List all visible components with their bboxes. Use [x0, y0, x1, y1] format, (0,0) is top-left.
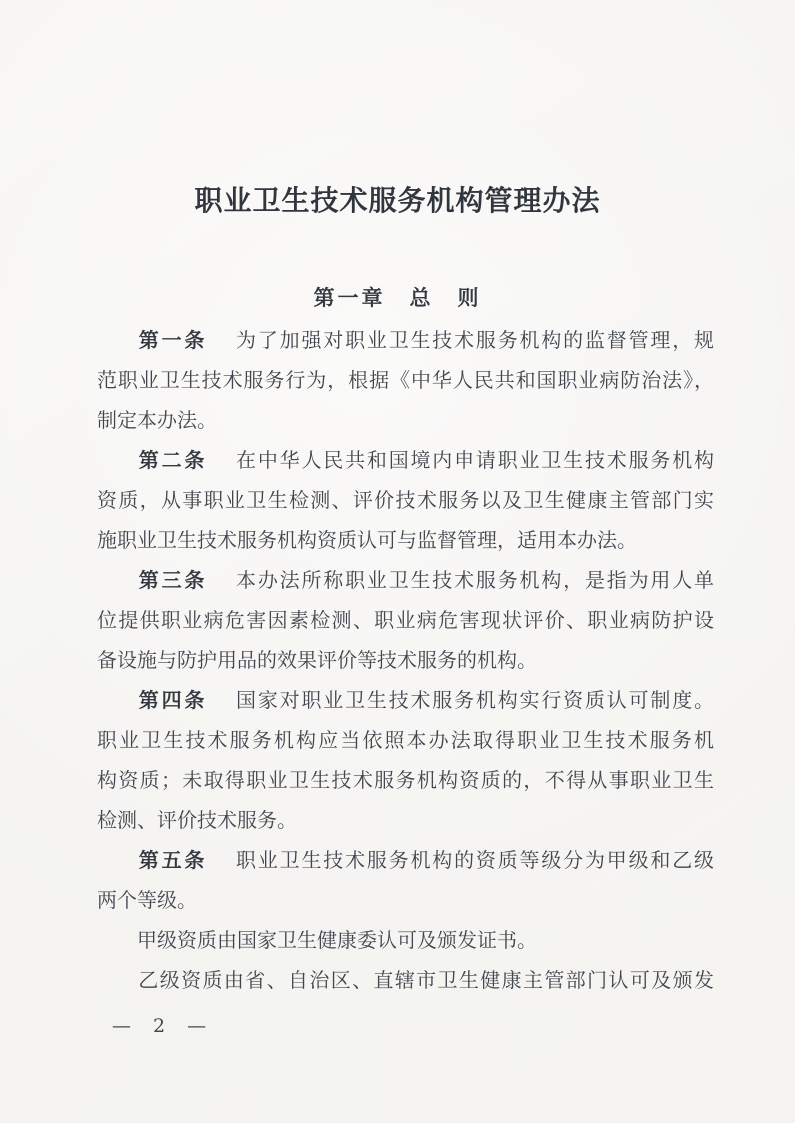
line-text: 本办法所称职业卫生技术服务机构，是指为用人单	[234, 568, 714, 592]
paragraph-indent	[97, 346, 137, 347]
paragraph-indent	[97, 466, 137, 467]
text-line	[97, 960, 714, 1000]
paragraph-indent	[97, 866, 137, 867]
label-gap	[207, 706, 234, 707]
line-text: 为了加强对职业卫生技术服务机构的监督管理，规	[234, 328, 714, 352]
document-title: 职业卫生技术服务机构管理办法	[194, 184, 601, 217]
line-text: 在中华人民共和国境内申请职业卫生技术服务机构	[234, 448, 714, 472]
line-text: 乙级资质由省、自治区、直辖市卫生健康主管部门认可及颁发	[137, 968, 714, 992]
article-label: 第一条	[137, 328, 208, 352]
text-line	[97, 680, 714, 720]
text-line: 职业卫生技术服务机构应当依照本办法取得职业卫生技术服务机	[97, 728, 714, 752]
label-gap	[207, 866, 234, 867]
article-label: 第五条	[137, 848, 208, 872]
article-label: 第三条	[137, 568, 208, 592]
label-gap	[207, 466, 234, 467]
text-line: 检测、评价技术服务。	[97, 808, 297, 832]
text-line: 两个等级。	[97, 888, 197, 912]
text-line	[97, 920, 714, 960]
paragraph-indent	[97, 586, 137, 587]
text-line	[97, 840, 714, 880]
text-line: 资质，从事职业卫生检测、评价技术服务以及卫生健康主管部门实	[97, 488, 714, 512]
line-text: 国家对职业卫生技术服务机构实行资质认可制度。	[234, 688, 714, 712]
text-line: 范职业卫生技术服务行为，根据《中华人民共和国职业病防治法》，	[97, 368, 714, 392]
text-line	[97, 560, 714, 600]
text-line: 构资质；未取得职业卫生技术服务机构资质的，不得从事职业卫生	[97, 768, 714, 792]
text-line	[97, 320, 714, 360]
text-line: 施职业卫生技术服务机构资质认可与监督管理，适用本办法。	[97, 528, 637, 552]
text-line: 制定本办法。	[97, 408, 217, 432]
paragraph-indent	[97, 706, 137, 707]
document-body	[97, 320, 714, 1000]
text-line: 位提供职业病危害因素检测、职业病危害现状评价、职业病防护设	[97, 608, 714, 632]
chapter-heading: 第一章 总 则	[313, 286, 482, 310]
text-line: 备设施与防护用品的效果评价等技术服务的机构。	[97, 648, 537, 672]
label-gap	[207, 346, 234, 347]
line-text: 甲级资质由国家卫生健康委认可及颁发证书。	[137, 928, 537, 952]
page-number: — 2 —	[112, 1015, 211, 1037]
article-label: 第二条	[137, 448, 208, 472]
label-gap	[207, 586, 234, 587]
paragraph-indent	[97, 946, 137, 947]
paragraph-indent	[97, 986, 137, 987]
text-line	[97, 440, 714, 480]
line-text: 职业卫生技术服务机构的资质等级分为甲级和乙级	[234, 848, 714, 872]
article-label: 第四条	[137, 688, 208, 712]
